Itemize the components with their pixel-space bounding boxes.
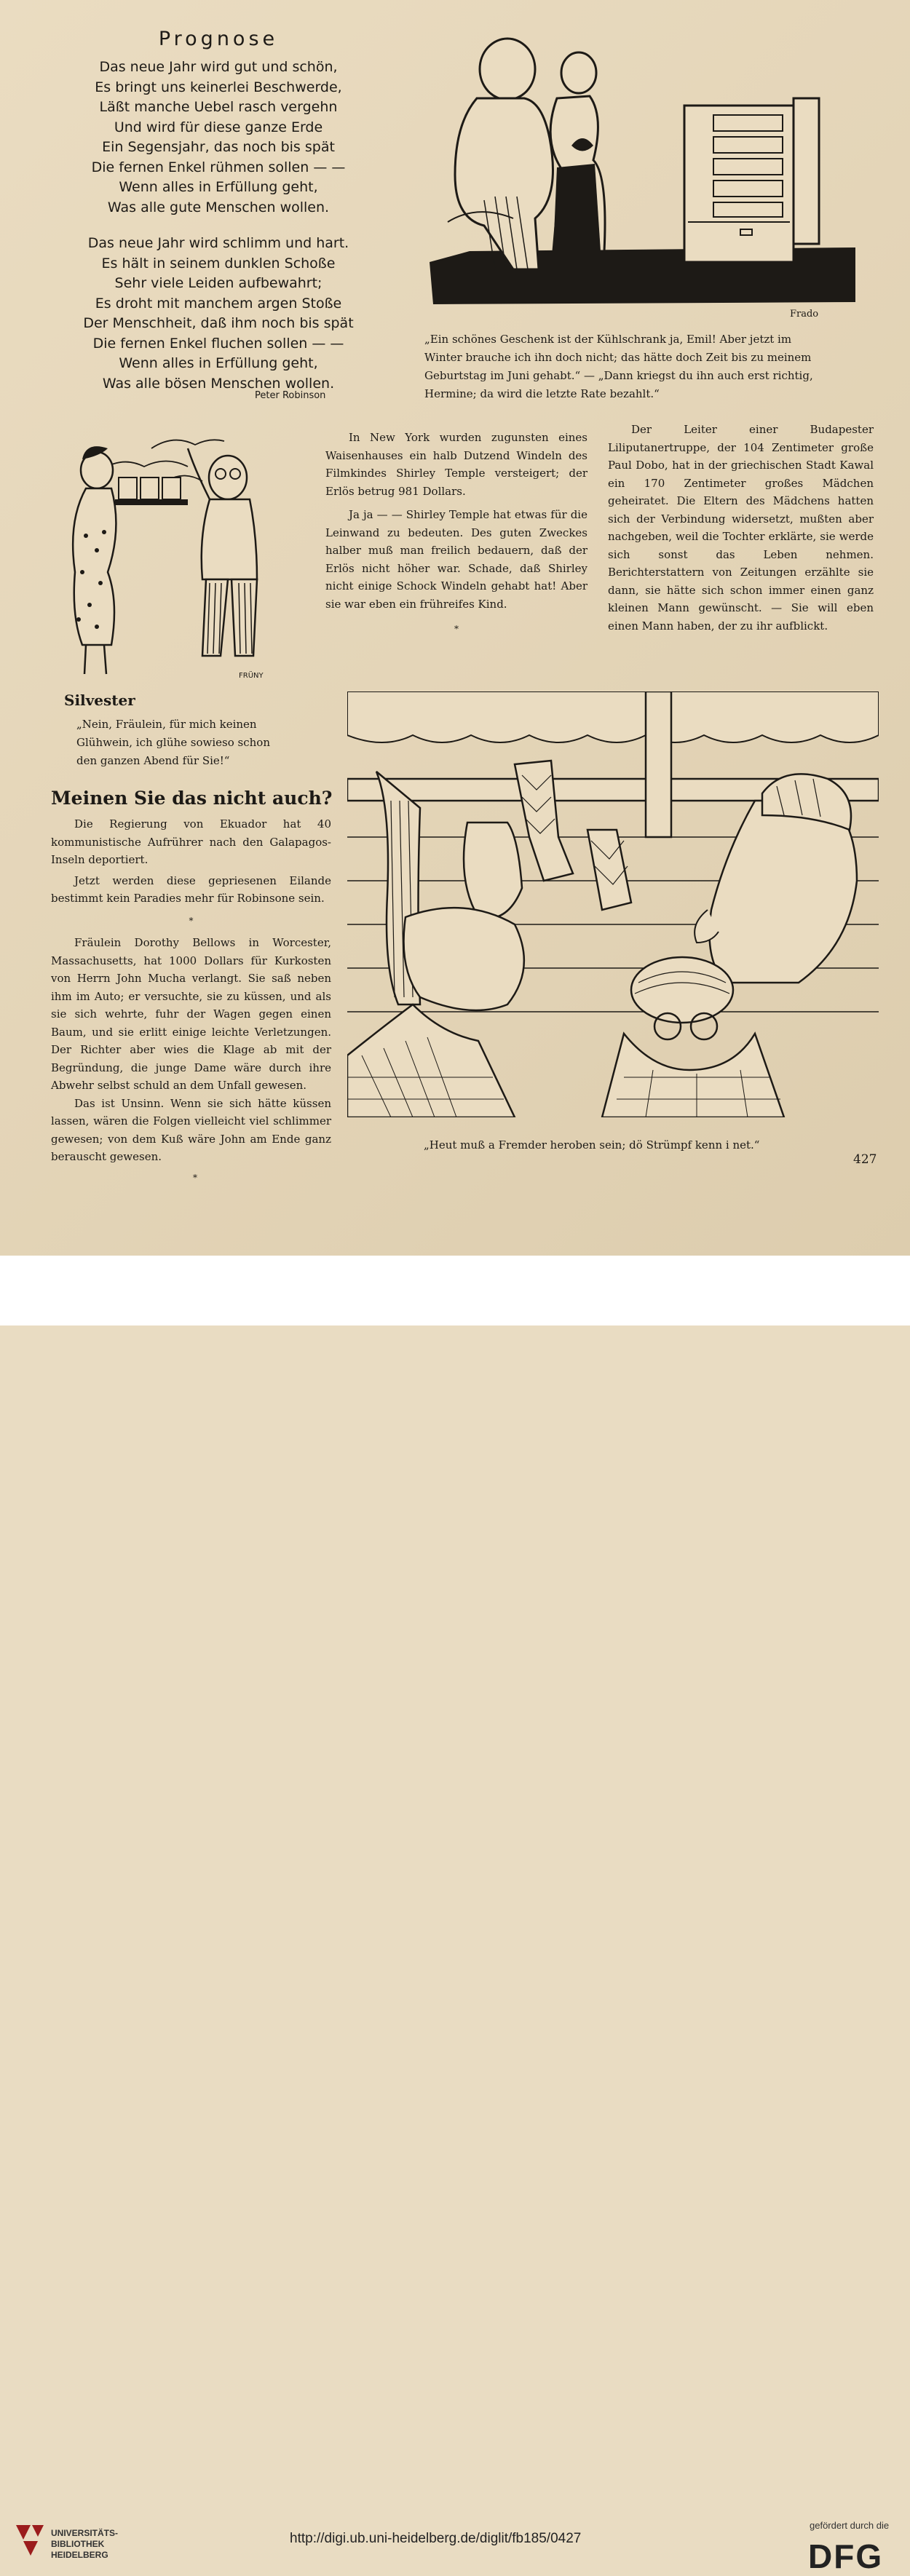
dfg-logo: DFG [808, 2537, 884, 2575]
silvester-signature: FRÜNY [239, 672, 264, 680]
library-name-line: BIBLIOTHEK [51, 2539, 105, 2549]
stockings-cartoon-illustration [347, 691, 879, 1117]
meinen-paragraph-3: Fräulein Dorothy Bellows in Worcester, Massachusetts, hat 1000 Dollars für Kurkosten von Herrn John Mucha verlangt. Sie saß neben ihm im Auto; er versuchte, sie zu küssen, und als sie sich wehrte, fuhr der Wagen gegen einen Baum, und sie erlitt einige leichte Verletzungen. Der Richter aber wies die Klage ab mit der Begründung, die junge Dame wäre durch ihre Abwehr selbst schuld an dem Unfall gewesen. [51, 936, 331, 1092]
university-library-logo-icon [15, 2524, 45, 2557]
poem-line: Läßt manche Uebel rasch vergehn [99, 99, 338, 115]
poem-line: Die fernen Enkel fluchen sollen — — [92, 335, 344, 352]
poem-line: Wenn alles in Erfüllung geht, [119, 355, 318, 371]
poem-line: Es bringt uns keinerlei Beschwerde, [95, 79, 342, 95]
caption-line: Geburtstag im Juni gehabt.“ — „Dann kriegst du ihn auch erst richtig, [424, 369, 813, 382]
funding-label: gefördert durch die [810, 2520, 890, 2531]
permalink-url[interactable]: http://digi.ub.uni-heidelberg.de/diglit/fb185/0427 [290, 2531, 582, 2546]
fridge-signature: Frado [790, 309, 819, 320]
caption-line: den ganzen Abend für Sie!“ [76, 754, 230, 767]
meinen-paragraph-1: Die Regierung von Ekuador hat 40 kommunistische Aufrührer nach den Galapagos-Inseln deportiert. [51, 817, 331, 866]
poem-line: Wenn alles in Erfüllung geht, [119, 179, 318, 195]
fridge-caption [424, 330, 861, 403]
poem-line: Es hält in seinem dunklen Schoße [101, 255, 336, 272]
separator-star: * [189, 915, 194, 926]
fridge-cartoon-illustration [426, 29, 859, 328]
poem-line: Es droht mit manchem argen Stoße [95, 295, 342, 312]
budapest-article [608, 421, 874, 635]
meinen-heading: Meinen Sie das nicht auch? [51, 788, 333, 809]
caption-line: Hermine; da wird die letzte Rate bezahlt.“ [424, 387, 660, 400]
poem-prognose [51, 28, 386, 410]
poem-line: Sehr viele Leiden aufbewahrt; [114, 275, 323, 291]
poem-line: Was alle gute Menschen wollen. [107, 199, 330, 215]
poem-author: Peter Robinson [255, 390, 326, 401]
page-number: 427 [853, 1152, 877, 1167]
poem-stanza-2 [51, 234, 386, 394]
poem-line: Das neue Jahr wird gut und schön, [99, 59, 338, 75]
poem-line: Die fernen Enkel rühmen sollen — — [91, 159, 346, 175]
magazine-page [0, 0, 910, 1256]
shirley-paragraph-1: In New York wurden zugunsten eines Waisenhauses ein halb Dutzend Windeln des Filmkindes Shirley Temple versteigert; der Erlös betrug 981 Dollars. [325, 431, 587, 498]
silvester-title: Silvester [64, 691, 135, 709]
library-name-line: UNIVERSITÄTS- [51, 2528, 119, 2538]
silvester-cartoon-illustration [57, 427, 290, 681]
poem-line: Und wird für diese ganze Erde [114, 119, 323, 135]
library-name-line: HEIDELBERG [51, 2550, 108, 2560]
university-library-name [51, 2528, 118, 2561]
viewer-footer [0, 1256, 910, 2575]
poem-line: Was alle bösen Menschen wollen. [102, 375, 335, 392]
shirley-article [325, 429, 587, 638]
poem-line: Der Menschheit, daß ihm noch bis spät [83, 315, 354, 331]
meinen-article [51, 815, 331, 1186]
caption-line: Glühwein, ich glühe sowieso schon [76, 736, 270, 749]
meinen-paragraph-2: Jetzt werden diese gepriesenen Eilande bestimmt kein Paradies mehr für Robinsone sein. [51, 873, 331, 905]
separator-star: * [454, 624, 459, 634]
poem-line: Das neue Jahr wird schlimm und hart. [87, 235, 349, 251]
silvester-caption [76, 716, 309, 770]
poem-title: Prognose [158, 28, 279, 50]
poem-stanza-1 [51, 58, 386, 218]
caption-line: „Ein schönes Geschenk ist der Kühlschrank ja, Emil! Aber jetzt im [424, 333, 792, 346]
stockings-caption: „Heut muß a Fremder heroben sein; dö Strümpf kenn i net.“ [424, 1138, 760, 1152]
shirley-paragraph-2: Ja ja — — Shirley Temple hat etwas für die Leinwand zu bedeuten. Des guten Zweckes halber muß man freilich bedauern, daß der Erlös nicht höher war. Schade, daß Shirley nicht einige Schock Windeln gehabt hat! Aber sie war eben ein frühreifes Kind. [325, 508, 587, 611]
caption-line: Winter brauche ich ihn doch nicht; das hätte doch Zeit bis zu meinem [424, 351, 812, 364]
budapest-paragraph: Der Leiter einer Budapester Liliputanertruppe, der 104 Zentimeter große Paul Dobo, hat in der griechischen Stadt Kawal ein 170 Zentimeter großes Mädchen geheiratet. Die Eltern des Mädchens hatten sich der Verbindung widersetzt, mußten aber nachgeben, weil die Tochter erklärte, sie werde sich sonst das Leben nehmen. Berichterstattern von Zeitungen erzählte sie dann, sie hätte sich schon immer einen ganz kleinen Mann gewünscht. — Sie will eben einen Mann haben, der zu ihr aufblickt. [608, 423, 874, 633]
meinen-paragraph-4: Das ist Unsinn. Wenn sie sich hätte küssen lassen, wären die Folgen vielleicht viel schlimmer gewesen; von dem Kuß wäre John am Ende ganz berauscht gewesen. [51, 1096, 331, 1163]
caption-line: „Nein, Fräulein, für mich keinen [76, 718, 257, 731]
separator-star: * [193, 1172, 197, 1183]
poem-line: Ein Segensjahr, das noch bis spät [102, 139, 335, 155]
